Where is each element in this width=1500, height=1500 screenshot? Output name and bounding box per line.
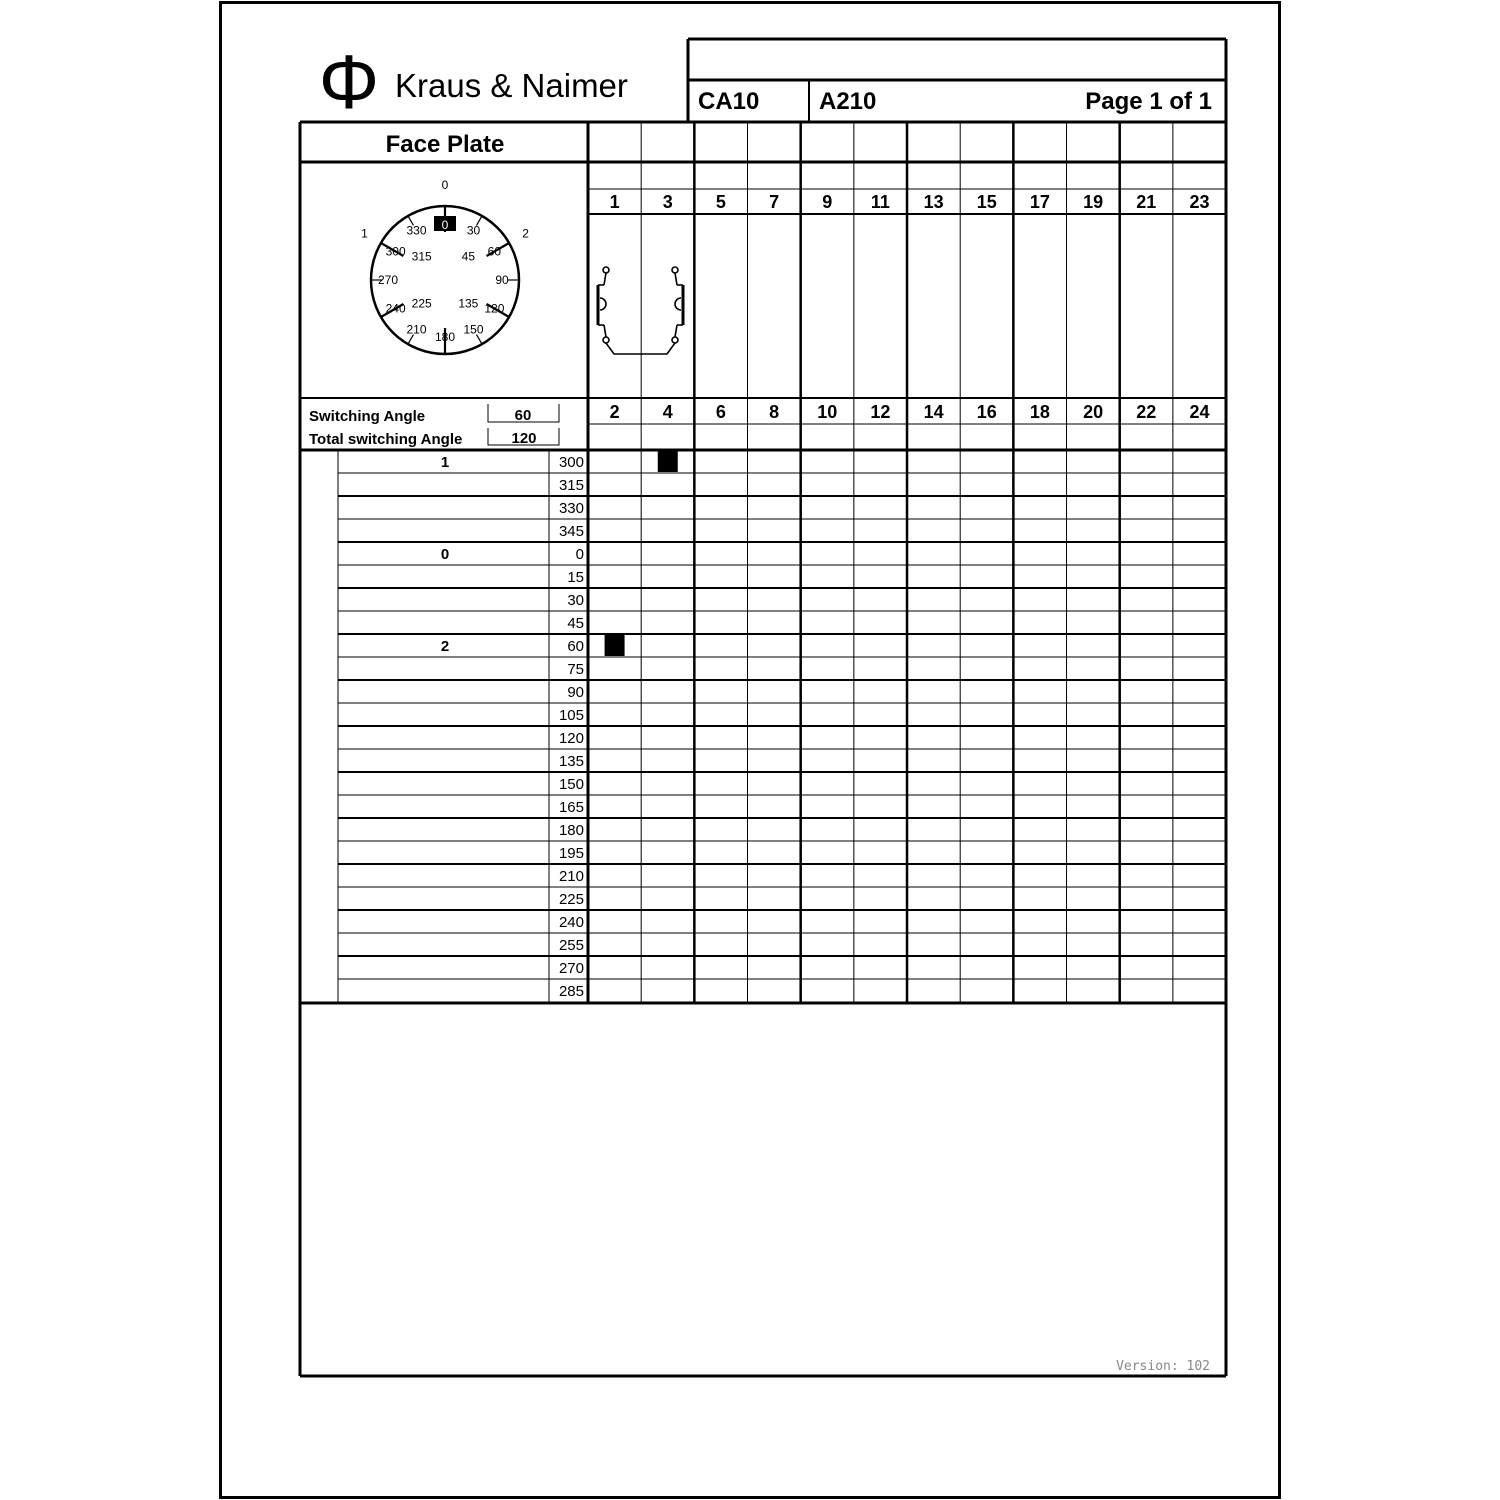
row-angle-label: 120 (558, 730, 584, 747)
row-angle-label: 0 (575, 546, 584, 563)
dial-angle-label: 240 (385, 301, 406, 316)
row-angle-label: 90 (567, 684, 584, 701)
row-angle-label: 30 (567, 592, 584, 609)
closed-contact-mark (658, 451, 678, 472)
terminal-bottom-label: 22 (1136, 402, 1157, 422)
terminal-top-label: 5 (715, 192, 726, 212)
terminal-top-label: 23 (1189, 192, 1210, 212)
dial-angle-label: 270 (377, 273, 399, 287)
terminal-top-label: 21 (1136, 192, 1157, 212)
row-position-label: 1 (440, 454, 450, 471)
dial-angle-label: 90 (495, 273, 509, 287)
face-plate-heading: Face Plate (385, 131, 505, 158)
row-angle-label: 105 (558, 707, 584, 724)
row-position-label: 0 (440, 546, 450, 563)
terminal-bottom-label: 6 (715, 402, 726, 422)
dial-position-label: 0 (441, 178, 449, 192)
total-switching-angle-value: 120 (511, 430, 537, 447)
row-angle-label: 210 (558, 868, 584, 885)
total-switching-angle-label: Total switching Angle (309, 431, 463, 448)
dial-inner-angle-label: 225 (411, 296, 432, 311)
kraus-naimer-logo: Φ (318, 40, 380, 125)
terminal-top-label: 9 (822, 192, 833, 212)
switching-angle-label: Switching Angle (309, 408, 426, 425)
row-angle-label: 60 (567, 638, 584, 655)
dial-inner-angle-label: 135 (458, 296, 479, 311)
dial-angle-label: 30 (466, 223, 481, 238)
terminal-bottom-label: 2 (609, 402, 620, 422)
terminal-top-label: 7 (769, 192, 780, 212)
row-angle-label: 270 (558, 960, 584, 977)
page-indicator: Page 1 of 1 (1085, 88, 1212, 115)
terminal-bottom-label: 10 (817, 402, 838, 422)
row-angle-label: 285 (558, 983, 584, 1000)
contact-diagram (598, 267, 683, 354)
version-label: Version: 102 (1116, 1359, 1210, 1374)
closed-contact-mark (605, 635, 625, 656)
terminal-bottom-label: 12 (870, 402, 891, 422)
row-angle-label: 315 (558, 477, 584, 494)
terminal-bottom-label: 4 (662, 402, 673, 422)
brand-name: Kraus & Naimer (395, 67, 628, 104)
dial-position-label: 1 (361, 226, 368, 241)
terminal-bottom-label: 24 (1189, 402, 1210, 422)
row-angle-label: 135 (558, 753, 584, 770)
dial-angle-label: 60 (487, 244, 502, 259)
terminal-top-label: 15 (976, 192, 997, 212)
dial-angle-label: 210 (406, 322, 427, 337)
row-angle-label: 195 (558, 845, 584, 862)
row-angle-label: 15 (567, 569, 584, 586)
terminal-top-label: 1 (609, 192, 620, 212)
row-angle-label: 75 (567, 661, 584, 678)
row-angle-label: 225 (558, 891, 584, 908)
dial-angle-label: 0 (441, 218, 449, 232)
switching-angle-value: 60 (514, 407, 532, 424)
row-angle-label: 240 (558, 914, 584, 931)
dial-angle-label: 150 (463, 322, 484, 337)
series-code: CA10 (698, 88, 760, 115)
program-code: A210 (819, 88, 877, 115)
row-angle-label: 180 (558, 822, 584, 839)
terminal-bottom-label: 20 (1083, 402, 1104, 422)
row-angle-label: 255 (558, 937, 584, 954)
dial-position-label: 2 (522, 226, 529, 241)
row-angle-label: 300 (558, 454, 584, 471)
row-angle-label: 345 (558, 523, 584, 540)
dial-angle-label: 120 (484, 301, 505, 316)
row-angle-label: 45 (567, 615, 584, 632)
terminal-top-label: 11 (870, 192, 890, 212)
dial-angle-label: 180 (434, 330, 456, 344)
dial-angle-label: 330 (406, 223, 427, 238)
dial-angle-label: 300 (385, 244, 406, 259)
terminal-top-label: 13 (923, 192, 944, 212)
terminal-bottom-label: 16 (976, 402, 997, 422)
terminal-bottom-label: 18 (1029, 402, 1050, 422)
terminal-bottom-label: 14 (923, 402, 944, 422)
terminal-top-label: 17 (1029, 192, 1050, 212)
terminal-bottom-label: 8 (769, 402, 780, 422)
row-angle-label: 330 (558, 500, 584, 517)
face-plate-dial (361, 178, 529, 354)
row-angle-label: 150 (558, 776, 584, 793)
dial-inner-angle-label: 315 (411, 249, 432, 264)
terminal-top-label: 19 (1083, 192, 1104, 212)
dial-inner-angle-label: 45 (461, 249, 476, 264)
terminal-top-label: 3 (662, 192, 673, 212)
row-position-label: 2 (440, 638, 450, 655)
row-angle-label: 165 (558, 799, 584, 816)
